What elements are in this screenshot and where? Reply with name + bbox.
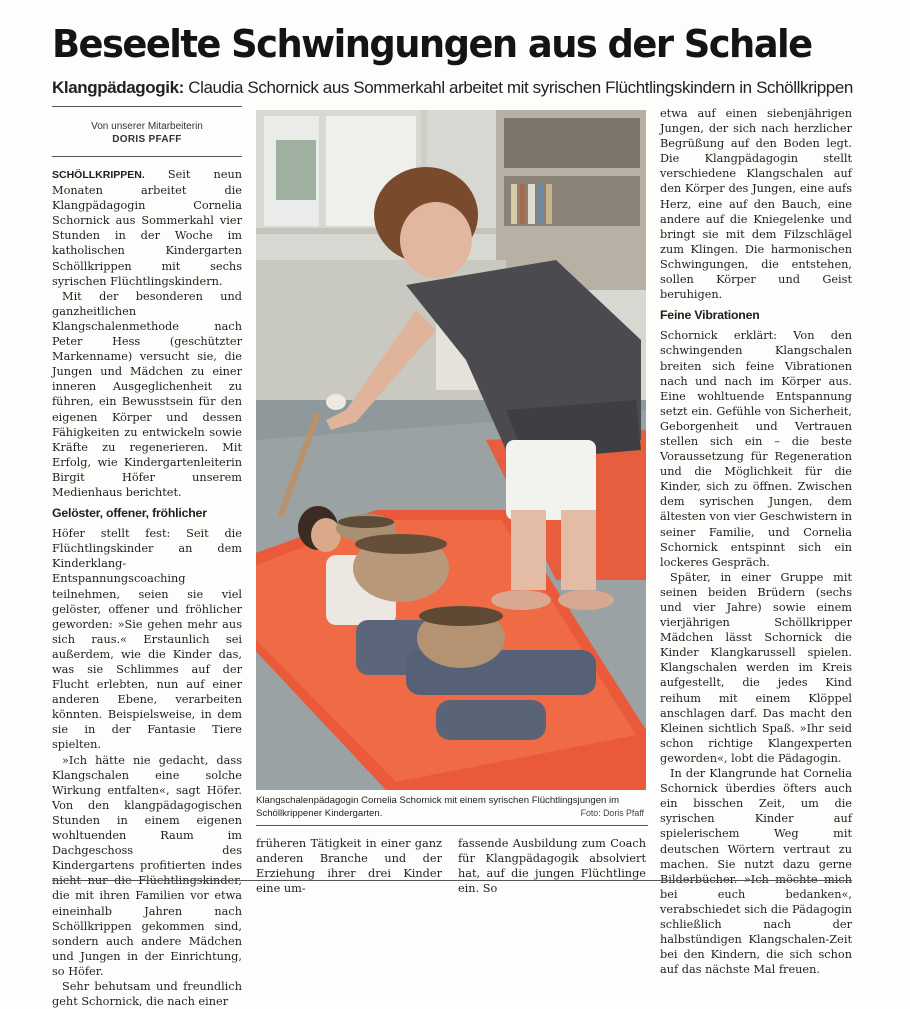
paragraph: Schornick erklärt: Von den schwingenden Klangschalen breiten sich feine Vibrationen nach und nach im Körper aus. Eine wohltuende Entspannung setzt ein. Gefühle von Sicherheit, Geborgenheit und Vertrauen stellen sich ein – die beste Voraussetzung für Regeneration und die Möglichkeit für die Kinder, sich zu öffnen. Zwischen dem syrischen Jungen, dem ältesten von vier Geschwistern in seiner Familie, und Cornelia Schornick entspinnt sich ein lockeres Gespräch. [660, 329, 852, 569]
byline-rule [52, 156, 242, 157]
paragraph: Später, in einer Gruppe mit seinen beiden Brüdern (sechs und vier Jahre) sowie einem vierjährigen Schöllkripper Mädchen lässt Schornick die Kinder Klangkarussell spielen. Klangschalen werden im Kreis aufgestellt, die jedes Kind reihum mit einem Klöppel anschlagen darf. Das macht den Kleinen sichtlich Spaß. »Ihr seid schon richtige Klangexperten geworden«, lobt die Pädagogin. [660, 570, 852, 765]
subheading-gelöster: Gelöster, offener, fröhlicher [52, 506, 207, 521]
caption-text: Klangschalenpädagogin Cornelia Schornick mit einem syrischen Flüchtlingsjungen im Schöllkrippener Kindergarten. [256, 795, 620, 819]
column-3-bottom: fassende Ausbildung zum Coach für Klangpädagogik absolviert hat, auf die jungen Flüchtlinge ein. So [458, 837, 646, 896]
paragraph: Sehr behutsam und freundlich geht Schornick, die nach einer [52, 979, 242, 1009]
bottom-rule [52, 880, 852, 881]
dateline: SCHÖLLKRIPPEN. [52, 169, 145, 181]
subheading-feine-vibrationen: Feine Vibrationen [660, 308, 760, 323]
photo-caption [256, 795, 648, 820]
column-1 [52, 167, 242, 1009]
byline [52, 120, 242, 146]
column-4 [660, 106, 852, 977]
headline: Beseelte Schwingungen aus der Schale [52, 22, 812, 66]
photo-credit: Foto: Doris Pfaff [580, 808, 644, 818]
byline-author: DORIS PFAFF [112, 134, 182, 145]
top-rule [52, 106, 242, 107]
paragraph: etwa auf einen siebenjährigen Jungen, der sich nach herzlicher Begrüßung auf den Boden legt. Die Klangpädagogin stellt verschiedene Klangschalen auf den Körper des Jungen, eine aufs Herz, eine auf den Bauch, eine andere auf die Kniegelenke und bringt sie mit dem Filzschlägel zum Klingen. Die harmonischen Schwingungen, die entstehen, sollen Körper und Geist beruhigen. [660, 107, 852, 302]
paragraph: SCHÖLLKRIPPEN. Seit neun Monaten arbeitet die Klangpädagogin Cornelia Schornick aus Sommerkahl vier Stunden in der Woche im katholischen Kindergarten Schöllkrippen mit sechs syrischen Flüchtlingskindern. [52, 168, 242, 288]
paragraph: In der Klangrunde hat Cornelia Schornick überdies öfters auch ein bisschen Zeit, um die syrischen Kinder auf spielerischem Weg mit deutschen Wörtern vertraut zu machen. Sie nutzt dazu gerne bei euch bedanken«, verabschiedet sich die Pädagogin schließlich nach der halbstündigen Klangschalen-Zeit bei den Kindern, die sich schon auf das nächste Mal freuen. [660, 767, 852, 977]
byline-prefix: Von unserer Mitarbeiterin [91, 121, 203, 132]
subheadline [52, 78, 882, 98]
article-photo [256, 110, 646, 790]
paragraph: Höfer stellt fest: Seit die Flüchtlingskinder an dem Kinderklang-Entspannungscoaching teilnehmen, seien sie viel gelöster, offener und fröhlicher geworden: »Sie gehen mehr aus sich raus.« Erstaunlich sei außerdem, wie die Kinder das, was sie Schlimmes auf der Flucht erlebten, nun auf einer anderen Ebene, verarbeiten könnten. Beispielsweise, in dem sie in der Fantasie Tiere spielten. [52, 527, 242, 752]
paragraph: »Ich hätte nie gedacht, dass Klangschalen eine solche Wirkung entfalten«, sagt Höfer. Von den klangpädagogischen Stunden in einem eigenen wohltuenden Raum im Dachgeschoss des Kindergartens profitierten indes die mit ihren Familien vor etwa eineinhalb Jahren nach Schöllkrippen gekommen sind, sondern auch andere Mädchen und Jungen in der Einrichtung, so Höfer. [52, 753, 242, 978]
subheadline-text: Claudia Schornick aus Sommerkahl arbeitet mit syrischen Flüchtlingskindern in Schöllkrippen [183, 78, 853, 97]
caption-rule [256, 825, 648, 826]
kicker: Klangpädagogik: [52, 78, 184, 97]
paragraph: Mit der besonderen und ganzheitlichen Klangschalenmethode nach Peter Hess (geschützter Markenname) versucht sie, die Jungen und Mädchen zu einer inneren Ausgeglichenheit zu führen, ein Bewusstsein für den eigenen Körper und dessen Fähigkeiten zu entwickeln sowie Kräfte zu regenerieren. Mit Erfolg, wie Kindergartenleiterin Birgit Höfer unserem Medienhaus berichtet. [52, 289, 242, 499]
column-2-bottom: früheren Tätigkeit in einer ganz anderen Branche und der Erziehung ihrer drei Kinder eine um- [256, 837, 442, 896]
